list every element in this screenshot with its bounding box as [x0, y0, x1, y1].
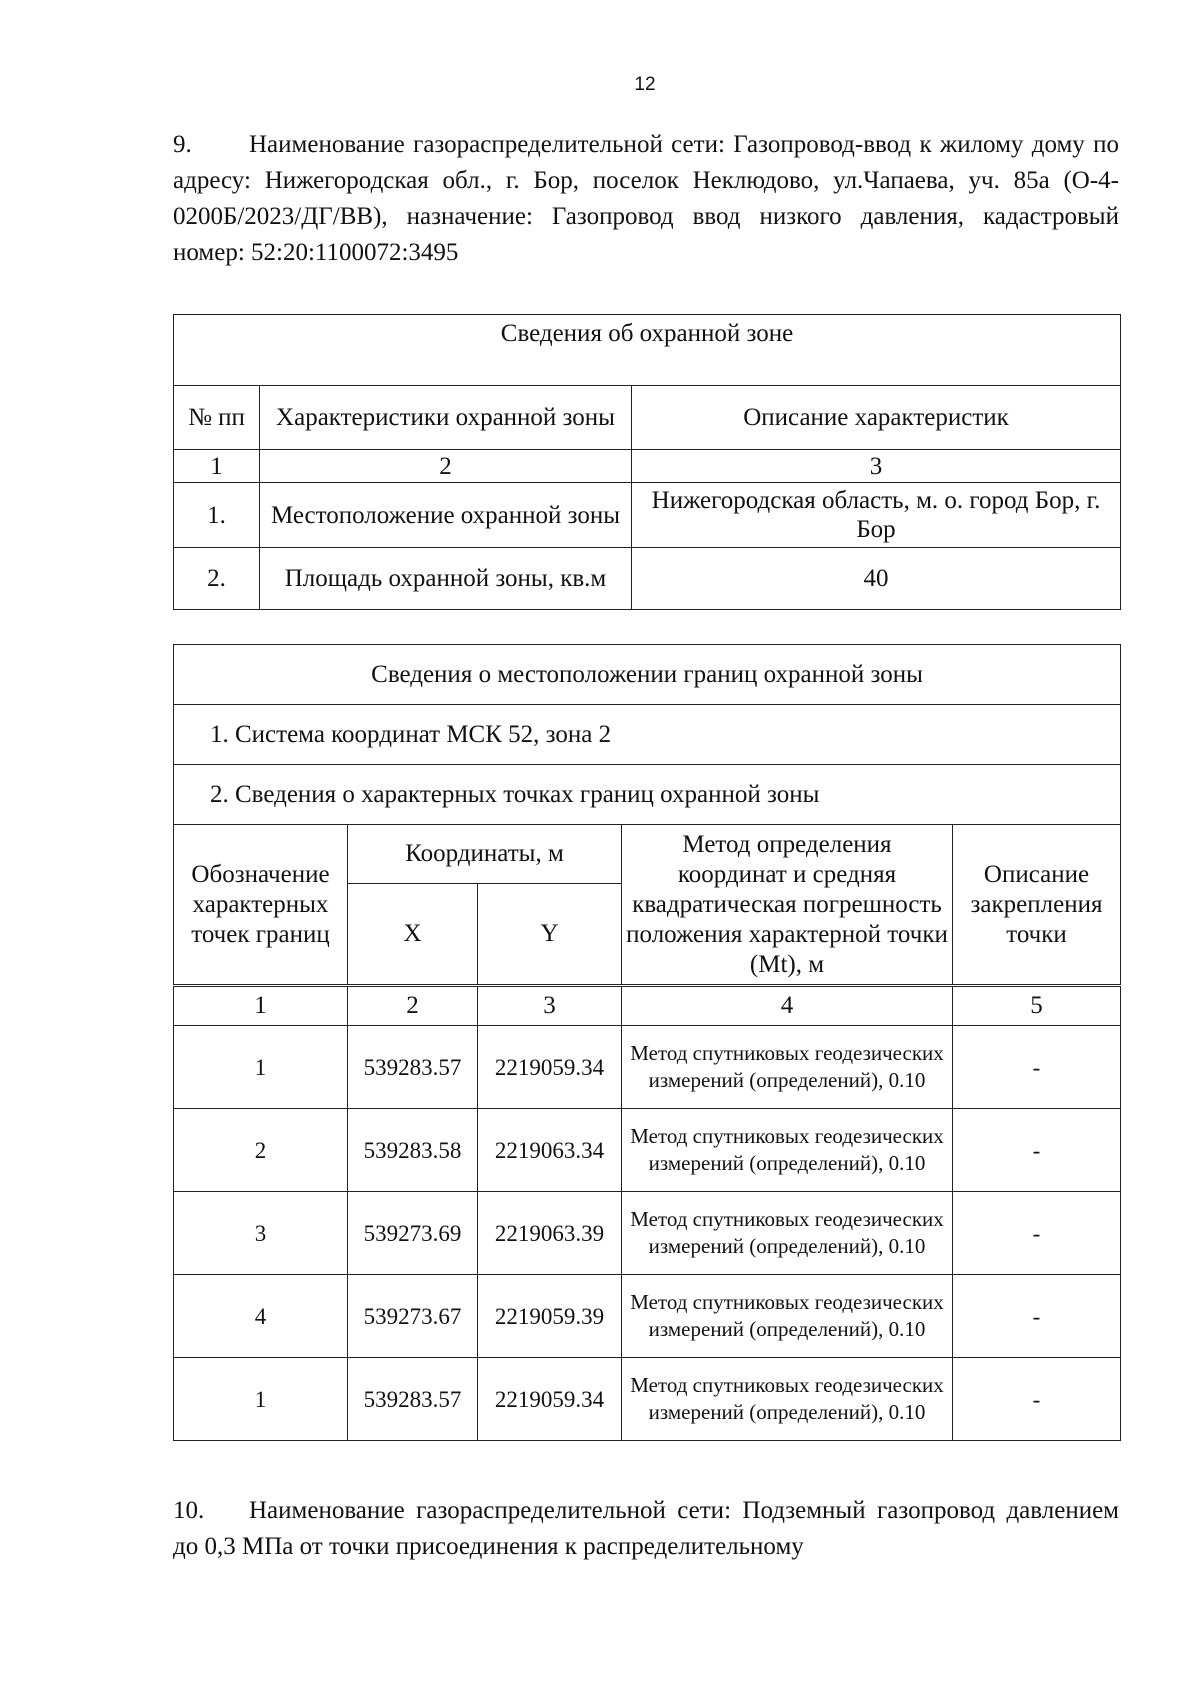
bounds-index-cell: 2 [348, 986, 478, 1026]
point-method: Метод спутниковых геодезических измерений (определений), 0.10 [622, 1275, 953, 1358]
zone-index-cell: 1 [174, 450, 260, 483]
point-method: Метод спутниковых геодезических измерений (определений), 0.10 [622, 1358, 953, 1441]
table-row [174, 548, 1121, 610]
section-9-paragraph [173, 127, 1119, 271]
section-10-paragraph [173, 1493, 1119, 1565]
point-fixing: - [953, 1358, 1121, 1441]
table-row [174, 1109, 1121, 1192]
header-method: Метод определения координат и средняя квадратическая погрешность положения характерной точки (Mt), м [622, 825, 953, 986]
zone-row-number: 2. [174, 548, 260, 610]
zone-header-description: Описание характеристик [632, 386, 1121, 450]
table-row [174, 1026, 1121, 1109]
zone-row-number: 1. [174, 483, 260, 548]
table-row [174, 1275, 1121, 1358]
zone-index-cell: 2 [260, 450, 632, 483]
point-method: Метод спутниковых геодезических измерений (определений), 0.10 [622, 1109, 953, 1192]
point-designation: 2 [174, 1109, 348, 1192]
bounds-index-cell: 5 [953, 986, 1121, 1026]
bounds-index-cell: 4 [622, 986, 953, 1026]
point-x: 539273.67 [348, 1275, 478, 1358]
section-9-number: 9. [173, 131, 192, 158]
point-y: 2219059.34 [478, 1358, 622, 1441]
point-method: Метод спутниковых геодезических измерений (определений), 0.10 [622, 1192, 953, 1275]
point-designation: 3 [174, 1192, 348, 1275]
point-fixing: - [953, 1109, 1121, 1192]
point-designation: 1 [174, 1358, 348, 1441]
header-fixing: Описание закрепления точки [953, 825, 1121, 986]
table-row [174, 483, 1121, 548]
points-section-title: 2. Сведения о характерных точках границ охранной зоны [174, 765, 1121, 825]
point-y: 2219063.39 [478, 1192, 622, 1275]
point-fixing: - [953, 1192, 1121, 1275]
zone-row-characteristic: Местоположение охранной зоны [260, 483, 632, 548]
bounds-table-title: Сведения о местоположении границ охранной зоны [174, 645, 1121, 705]
protection-zone-table [173, 314, 1121, 610]
point-designation: 1 [174, 1026, 348, 1109]
table-row [174, 1358, 1121, 1441]
point-x: 539283.57 [348, 1026, 478, 1109]
zone-header-number: № пп [174, 386, 260, 450]
zone-row-characteristic: Площадь охранной зоны, кв.м [260, 548, 632, 610]
zone-row-description: 40 [632, 548, 1121, 610]
point-y: 2219063.34 [478, 1109, 622, 1192]
section-9-text: Наименование газораспределительной сети: Газопровод-ввод к жилому дому по адресу: Нижегородская обл., г. Бор, поселок Неклюдово, ул.Чапаева, уч. 85а (О-4-0200Б/2023/ДГ/ВВ), назначение: Газопровод ввод низкого давления, кадастровый номер: 52:20:1100072:3495 [173, 131, 1119, 266]
zone-boundaries-table [173, 644, 1121, 1441]
page-number: 12 [634, 74, 656, 95]
point-x: 539273.69 [348, 1192, 478, 1275]
zone-header-characteristics: Характеристики охранной зоны [260, 386, 632, 450]
point-designation: 4 [174, 1275, 348, 1358]
point-y: 2219059.39 [478, 1275, 622, 1358]
point-method: Метод спутниковых геодезических измерений (определений), 0.10 [622, 1026, 953, 1109]
point-x: 539283.58 [348, 1109, 478, 1192]
section-10-number: 10. [173, 1497, 205, 1524]
header-coordinates: Координаты, м [348, 825, 622, 884]
header-x: X [348, 884, 478, 986]
point-fixing: - [953, 1026, 1121, 1109]
table-row [174, 1192, 1121, 1275]
bounds-index-cell: 3 [478, 986, 622, 1026]
zone-index-cell: 3 [632, 450, 1121, 483]
zone-row-description: Нижегородская область, м. о. город Бор, г. Бор [632, 483, 1121, 548]
point-y: 2219059.34 [478, 1026, 622, 1109]
header-designation: Обозначение характерных точек границ [174, 825, 348, 986]
header-y: Y [478, 884, 622, 986]
coordinate-system: 1. Система координат МСК 52, зона 2 [174, 705, 1121, 765]
point-x: 539283.57 [348, 1358, 478, 1441]
bounds-index-cell: 1 [174, 986, 348, 1026]
point-fixing: - [953, 1275, 1121, 1358]
zone-table-title: Сведения об охранной зоне [174, 315, 1121, 386]
section-10-text: Наименование газораспределительной сети: Подземный газопровод давлением до 0,3 МПа от точки присоединения к распределительному [173, 1497, 1119, 1560]
